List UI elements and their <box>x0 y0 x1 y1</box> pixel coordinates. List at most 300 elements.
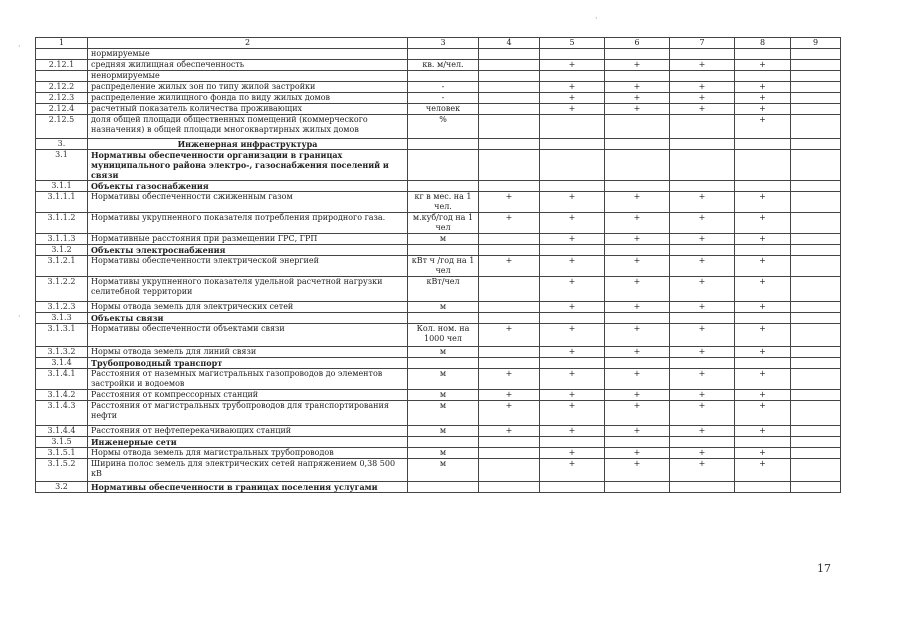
norms-table <box>35 37 841 493</box>
mark-cell: + <box>670 93 735 104</box>
mark-cell: + <box>670 277 735 302</box>
mark-cell: + <box>540 401 605 426</box>
row-number-cell: 2.12.1 <box>36 60 88 71</box>
mark-cell: + <box>670 302 735 313</box>
mark-cell <box>605 150 670 181</box>
mark-cell: + <box>605 82 670 93</box>
mark-cell <box>670 139 735 150</box>
indicator-name-cell: Нормативы обеспеченности в границах поселения услугами <box>88 482 408 493</box>
mark-cell: + <box>605 448 670 459</box>
column-header: 2 <box>88 38 408 49</box>
mark-cell: + <box>735 213 791 234</box>
mark-cell: + <box>540 390 605 401</box>
mark-cell: + <box>540 93 605 104</box>
mark-cell <box>479 302 540 313</box>
indicator-name-cell: Нормы отвода земель для электрических сетей <box>88 302 408 313</box>
mark-cell <box>479 150 540 181</box>
mark-cell: + <box>540 213 605 234</box>
mark-cell <box>479 49 540 60</box>
mark-cell <box>479 234 540 245</box>
mark-cell: + <box>735 104 791 115</box>
table-row <box>36 115 841 139</box>
mark-cell: + <box>735 426 791 437</box>
mark-cell: + <box>670 401 735 426</box>
mark-cell: + <box>670 426 735 437</box>
mark-cell <box>735 358 791 369</box>
indicator-name-cell: Расстояния от наземных магистральных газопроводов до элементов застройки и водоемов <box>88 369 408 390</box>
table-row <box>36 192 841 213</box>
row-number-cell: 3.1.2.2 <box>36 277 88 302</box>
mark-cell: + <box>670 459 735 482</box>
row-number-cell: 3.1.1.2 <box>36 213 88 234</box>
mark-cell <box>479 93 540 104</box>
row-number-cell: 2.12.4 <box>36 104 88 115</box>
mark-cell <box>670 245 735 256</box>
unit-cell <box>408 150 479 181</box>
unit-cell: % <box>408 115 479 139</box>
mark-cell <box>670 181 735 192</box>
table-row <box>36 369 841 390</box>
row-number-cell: 3.1.4 <box>36 358 88 369</box>
mark-cell <box>791 369 841 390</box>
column-header: 5 <box>540 38 605 49</box>
mark-cell <box>791 60 841 71</box>
mark-cell: + <box>605 277 670 302</box>
mark-cell <box>540 181 605 192</box>
mark-cell: + <box>735 234 791 245</box>
mark-cell <box>670 150 735 181</box>
indicator-name-cell: Объекты газоснабжения <box>88 181 408 192</box>
mark-cell: + <box>735 324 791 347</box>
indicator-name-cell: Ширина полос земель для электрических сетей напряжением 0,38 500 кВ <box>88 459 408 482</box>
mark-cell <box>735 49 791 60</box>
indicator-name-cell: ненормируемые <box>88 71 408 82</box>
mark-cell: + <box>735 369 791 390</box>
mark-cell <box>479 115 540 139</box>
mark-cell: + <box>605 256 670 277</box>
mark-cell: + <box>670 390 735 401</box>
mark-cell <box>540 49 605 60</box>
table-row <box>36 60 841 71</box>
indicator-name-cell: Нормативы укрупненного показателя удельной расчетной нагрузки селитебной территории <box>88 277 408 302</box>
mark-cell <box>735 181 791 192</box>
row-number-cell <box>36 49 88 60</box>
mark-cell <box>791 302 841 313</box>
mark-cell <box>479 459 540 482</box>
mark-cell: + <box>735 401 791 426</box>
mark-cell <box>791 459 841 482</box>
unit-cell <box>408 437 479 448</box>
unit-cell: м <box>408 302 479 313</box>
mark-cell: + <box>479 426 540 437</box>
mark-cell <box>479 245 540 256</box>
mark-cell: + <box>670 82 735 93</box>
column-header: 4 <box>479 38 540 49</box>
unit-cell <box>408 358 479 369</box>
mark-cell: + <box>540 104 605 115</box>
table-row <box>36 390 841 401</box>
indicator-name-cell: Нормы отвода земель для магистральных трубопроводов <box>88 448 408 459</box>
indicator-name-cell: Инженерные сети <box>88 437 408 448</box>
mark-cell <box>670 358 735 369</box>
table-row <box>36 181 841 192</box>
table-row <box>36 245 841 256</box>
indicator-name-cell: Инженерная инфраструктура <box>88 139 408 150</box>
mark-cell <box>605 115 670 139</box>
mark-cell <box>605 71 670 82</box>
column-header: 7 <box>670 38 735 49</box>
mark-cell <box>479 437 540 448</box>
mark-cell <box>791 324 841 347</box>
mark-cell <box>479 104 540 115</box>
mark-cell <box>479 448 540 459</box>
mark-cell <box>791 401 841 426</box>
indicator-name-cell: Нормативные расстояния при размещении ГРС, ГРП <box>88 234 408 245</box>
mark-cell <box>479 71 540 82</box>
mark-cell: + <box>540 234 605 245</box>
table-row <box>36 482 841 493</box>
mark-cell: + <box>605 369 670 390</box>
mark-cell <box>605 245 670 256</box>
row-number-cell: 3.1.3.1 <box>36 324 88 347</box>
unit-cell: - <box>408 82 479 93</box>
row-number-cell: 3.1.3 <box>36 313 88 324</box>
mark-cell: + <box>605 401 670 426</box>
mark-cell: + <box>540 369 605 390</box>
mark-cell <box>791 104 841 115</box>
mark-cell <box>479 82 540 93</box>
mark-cell: + <box>670 213 735 234</box>
mark-cell <box>791 93 841 104</box>
row-number-cell: 3.1.4.2 <box>36 390 88 401</box>
row-number-cell: 3.1.1.1 <box>36 192 88 213</box>
table-row <box>36 437 841 448</box>
mark-cell: + <box>735 256 791 277</box>
mark-cell: + <box>479 213 540 234</box>
unit-cell: кВт ч /год на 1 чел <box>408 256 479 277</box>
mark-cell: + <box>735 277 791 302</box>
mark-cell <box>791 150 841 181</box>
indicator-name-cell: Расстояния от компрессорных станций <box>88 390 408 401</box>
table-row <box>36 324 841 347</box>
mark-cell <box>479 139 540 150</box>
mark-cell: + <box>479 256 540 277</box>
row-number-cell: 3.1.5.2 <box>36 459 88 482</box>
row-number-cell: 3.2 <box>36 482 88 493</box>
page-number: 17 <box>817 562 831 575</box>
row-number-cell: 2.12.5 <box>36 115 88 139</box>
mark-cell <box>791 115 841 139</box>
mark-cell <box>479 313 540 324</box>
mark-cell: + <box>670 234 735 245</box>
mark-cell: + <box>735 192 791 213</box>
mark-cell: + <box>605 347 670 358</box>
mark-cell <box>670 313 735 324</box>
mark-cell <box>791 71 841 82</box>
mark-cell <box>791 213 841 234</box>
table-row <box>36 302 841 313</box>
document-sheet <box>35 37 841 493</box>
table-row <box>36 347 841 358</box>
mark-cell <box>605 437 670 448</box>
unit-cell: кВт/чел <box>408 277 479 302</box>
mark-cell: + <box>540 60 605 71</box>
row-number-cell: 3.1.1.3 <box>36 234 88 245</box>
unit-cell: м.куб/год на 1 чел <box>408 213 479 234</box>
mark-cell: + <box>735 115 791 139</box>
mark-cell <box>540 115 605 139</box>
row-number-cell: 2.12.2 <box>36 82 88 93</box>
row-number-cell: 3.1.4.3 <box>36 401 88 426</box>
mark-cell: + <box>735 60 791 71</box>
mark-cell <box>670 115 735 139</box>
indicator-name-cell: Нормативы обеспеченности организации в границах муниципального района электро-, газоснабжения поселений и связи <box>88 150 408 181</box>
mark-cell: + <box>735 93 791 104</box>
indicator-name-cell: Объекты связи <box>88 313 408 324</box>
unit-cell: м <box>408 369 479 390</box>
indicator-name-cell: Расстояния от нефтеперекачивающих станций <box>88 426 408 437</box>
mark-cell: + <box>540 459 605 482</box>
unit-cell: м <box>408 234 479 245</box>
mark-cell <box>605 49 670 60</box>
column-header: 3 <box>408 38 479 49</box>
unit-cell: Кол. ном. на 1000 чел <box>408 324 479 347</box>
mark-cell: + <box>540 256 605 277</box>
mark-cell <box>791 82 841 93</box>
mark-cell: + <box>670 347 735 358</box>
column-header: 6 <box>605 38 670 49</box>
mark-cell <box>735 437 791 448</box>
mark-cell <box>670 482 735 493</box>
mark-cell: + <box>479 401 540 426</box>
mark-cell: + <box>670 324 735 347</box>
indicator-name-cell: распределение жилищного фонда по виду жилых домов <box>88 93 408 104</box>
mark-cell: + <box>605 192 670 213</box>
row-number-cell: 3.1.2.3 <box>36 302 88 313</box>
mark-cell <box>735 150 791 181</box>
mark-cell <box>735 313 791 324</box>
mark-cell <box>605 358 670 369</box>
mark-cell: + <box>540 277 605 302</box>
mark-cell: + <box>735 82 791 93</box>
unit-cell: м <box>408 401 479 426</box>
row-number-cell: 3.1.4.4 <box>36 426 88 437</box>
mark-cell: + <box>479 369 540 390</box>
mark-cell: + <box>605 426 670 437</box>
mark-cell <box>791 390 841 401</box>
mark-cell <box>791 139 841 150</box>
mark-cell: + <box>605 324 670 347</box>
unit-cell: - <box>408 93 479 104</box>
column-header: 9 <box>791 38 841 49</box>
table-row <box>36 401 841 426</box>
table-row <box>36 459 841 482</box>
mark-cell: + <box>540 324 605 347</box>
mark-cell <box>791 358 841 369</box>
mark-cell: + <box>605 60 670 71</box>
mark-cell <box>791 448 841 459</box>
unit-cell <box>408 181 479 192</box>
table-row <box>36 150 841 181</box>
mark-cell <box>735 71 791 82</box>
row-number-cell <box>36 71 88 82</box>
mark-cell <box>540 437 605 448</box>
row-number-cell: 3.1.5.1 <box>36 448 88 459</box>
mark-cell: + <box>735 347 791 358</box>
mark-cell <box>791 245 841 256</box>
indicator-name-cell: Объекты электроснабжения <box>88 245 408 256</box>
mark-cell: + <box>670 192 735 213</box>
mark-cell <box>479 482 540 493</box>
mark-cell <box>540 482 605 493</box>
mark-cell: + <box>605 93 670 104</box>
unit-cell: кг в мес. на 1 чел. <box>408 192 479 213</box>
unit-cell: м <box>408 390 479 401</box>
table-row <box>36 277 841 302</box>
row-number-cell: 3.1.3.2 <box>36 347 88 358</box>
unit-cell: м <box>408 448 479 459</box>
table-row <box>36 426 841 437</box>
indicator-name-cell: нормируемые <box>88 49 408 60</box>
mark-cell <box>605 482 670 493</box>
row-number-cell: 3.1.5 <box>36 437 88 448</box>
mark-cell <box>791 181 841 192</box>
column-header: 8 <box>735 38 791 49</box>
mark-cell <box>540 358 605 369</box>
mark-cell <box>670 49 735 60</box>
mark-cell: + <box>605 459 670 482</box>
unit-cell <box>408 245 479 256</box>
mark-cell: + <box>540 426 605 437</box>
mark-cell <box>479 277 540 302</box>
indicator-name-cell: доля общей площади общественных помещений (коммерческого назначения) в общей площади многоквартирных жилых домов <box>88 115 408 139</box>
table-row <box>36 358 841 369</box>
unit-cell <box>408 71 479 82</box>
mark-cell <box>791 347 841 358</box>
mark-cell <box>605 313 670 324</box>
mark-cell <box>791 256 841 277</box>
mark-cell <box>479 60 540 71</box>
mark-cell: + <box>735 302 791 313</box>
mark-cell: + <box>540 347 605 358</box>
indicator-name-cell: Расстояния от магистральных трубопроводов для транспортирования нефти <box>88 401 408 426</box>
table-row <box>36 104 841 115</box>
row-number-cell: 3.1.2 <box>36 245 88 256</box>
scan-speck: · <box>18 312 21 321</box>
mark-cell: + <box>670 104 735 115</box>
indicator-name-cell: Нормативы обеспеченности сжиженным газом <box>88 192 408 213</box>
table-header-row <box>36 38 841 49</box>
mark-cell <box>791 277 841 302</box>
mark-cell: + <box>670 60 735 71</box>
table-row <box>36 93 841 104</box>
mark-cell: + <box>540 82 605 93</box>
mark-cell <box>735 482 791 493</box>
unit-cell: человек <box>408 104 479 115</box>
mark-cell <box>540 313 605 324</box>
mark-cell <box>791 313 841 324</box>
row-number-cell: 3. <box>36 139 88 150</box>
unit-cell <box>408 139 479 150</box>
column-header: 1 <box>36 38 88 49</box>
mark-cell <box>605 181 670 192</box>
mark-cell <box>791 482 841 493</box>
mark-cell <box>791 426 841 437</box>
mark-cell: + <box>540 448 605 459</box>
table-row <box>36 49 841 60</box>
mark-cell <box>791 437 841 448</box>
indicator-name-cell: расчетный показатель количества проживающих <box>88 104 408 115</box>
row-number-cell: 3.1.1 <box>36 181 88 192</box>
mark-cell: + <box>605 390 670 401</box>
mark-cell: + <box>670 256 735 277</box>
mark-cell <box>735 245 791 256</box>
indicator-name-cell: Нормативы обеспеченности электрической энергией <box>88 256 408 277</box>
unit-cell: м <box>408 459 479 482</box>
table-row <box>36 448 841 459</box>
mark-cell: + <box>670 448 735 459</box>
mark-cell: + <box>479 324 540 347</box>
mark-cell <box>670 71 735 82</box>
mark-cell: + <box>670 369 735 390</box>
mark-cell <box>479 347 540 358</box>
scan-speck: · <box>595 14 598 23</box>
mark-cell <box>540 150 605 181</box>
row-number-cell: 3.1 <box>36 150 88 181</box>
row-number-cell: 2.12.3 <box>36 93 88 104</box>
indicator-name-cell: Нормативы обеспеченности объектами связи <box>88 324 408 347</box>
mark-cell <box>479 181 540 192</box>
table-row <box>36 213 841 234</box>
mark-cell <box>791 192 841 213</box>
mark-cell <box>791 234 841 245</box>
row-number-cell: 3.1.2.1 <box>36 256 88 277</box>
unit-cell: кв. м/чел. <box>408 60 479 71</box>
mark-cell <box>540 139 605 150</box>
mark-cell <box>479 358 540 369</box>
table-row <box>36 82 841 93</box>
indicator-name-cell: распределение жилых зон по типу жилой застройки <box>88 82 408 93</box>
table-row <box>36 256 841 277</box>
mark-cell <box>540 245 605 256</box>
row-number-cell: 3.1.4.1 <box>36 369 88 390</box>
mark-cell: + <box>605 104 670 115</box>
table-row <box>36 234 841 245</box>
mark-cell: + <box>605 213 670 234</box>
unit-cell <box>408 49 479 60</box>
indicator-name-cell: Нормативы укрупненного показателя потребления природного газа. <box>88 213 408 234</box>
mark-cell: + <box>605 234 670 245</box>
indicator-name-cell: Трубопроводный транспорт <box>88 358 408 369</box>
mark-cell: + <box>479 390 540 401</box>
unit-cell: м <box>408 347 479 358</box>
mark-cell <box>670 437 735 448</box>
mark-cell: + <box>605 302 670 313</box>
mark-cell <box>791 49 841 60</box>
mark-cell: + <box>479 192 540 213</box>
mark-cell: + <box>540 192 605 213</box>
unit-cell <box>408 482 479 493</box>
indicator-name-cell: средняя жилищная обеспеченность <box>88 60 408 71</box>
table-row <box>36 71 841 82</box>
unit-cell: м <box>408 426 479 437</box>
unit-cell <box>408 313 479 324</box>
mark-cell: + <box>735 390 791 401</box>
mark-cell: + <box>735 448 791 459</box>
mark-cell <box>540 71 605 82</box>
table-row <box>36 313 841 324</box>
scan-speck: · <box>18 42 21 51</box>
